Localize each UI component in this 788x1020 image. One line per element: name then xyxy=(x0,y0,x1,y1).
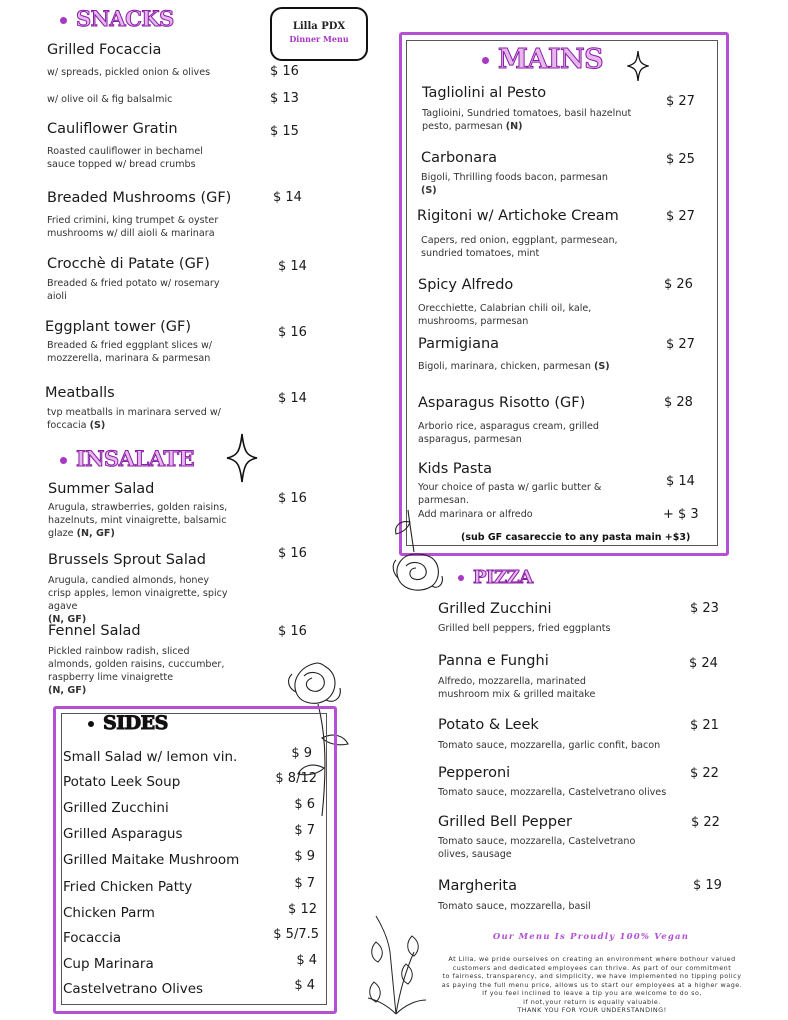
bullet-dot xyxy=(458,575,464,581)
main-name: Carbonara xyxy=(421,150,497,166)
main-name: Asparagus Risotto (GF) xyxy=(418,395,586,411)
main-name: Spicy Alfredo xyxy=(418,277,514,293)
side-item: Cup Marinara $ 4 xyxy=(63,953,317,972)
main-price: $ 28 xyxy=(664,395,693,410)
salad-price: $ 16 xyxy=(278,624,307,639)
side-item: Grilled Zucchini $ 6 xyxy=(63,797,315,816)
dietary-tag: (N, GF) xyxy=(48,614,87,625)
pizza-name: Pepperoni xyxy=(438,765,511,781)
tipping-note: At Lilla, we pride ourselves on creating an environment where bothour valued customers and dedicated employees can thrive. As part of our commitment to fairness, transparency, and simplicity, we have implemented no tipping policy as paying the full menu price, allows us to start our employees at a higher wage. If you feel inclined to leave a tip you are welcome to do so, if not,your return is equally valuable. THANK YOU FOR YOUR UNDERSTANDING! xyxy=(441,955,743,1014)
main-name: Tagliolini al Pesto xyxy=(422,85,547,101)
dietary-tag: (N, GF) xyxy=(48,685,87,696)
salad-name: Brussels Sprout Salad xyxy=(48,552,206,568)
side-item: Focaccia $ 5/7.5 xyxy=(63,927,319,946)
dietary-tag: (S) xyxy=(89,420,106,431)
main-desc: Bigoli, marinara, chicken, parmesan (S) xyxy=(418,361,610,372)
salad-desc: Arugula, strawberries, golden raisins, hazelnuts, mint vinaigrette, balsamic glaze (N, GF) xyxy=(48,502,228,539)
snack-name: Eggplant tower (GF) xyxy=(45,319,191,335)
snack-desc: Breaded & fried eggplant slices w/ mozzerella, marinara & parmesan xyxy=(47,340,213,364)
side-item: Potato Leek Soup $ 8/12 xyxy=(63,771,317,790)
snack-name: Crocchè di Patate (GF) xyxy=(47,256,210,272)
salad-price: $ 16 xyxy=(278,491,307,506)
main-desc: Arborio rice, asparagus cream, grilled asparagus, parmesan xyxy=(418,421,600,445)
snack-price: $ 16 xyxy=(270,64,299,79)
snack-price: $ 14 xyxy=(278,259,307,274)
bullet-dot xyxy=(60,457,67,464)
snack-desc: tvp meatballs in marinara served w/ foccacia (S) xyxy=(47,407,221,431)
snack-price: $ 16 xyxy=(278,325,307,340)
main-desc: Taglioini, Sundried tomatoes, basil hazelnut pesto, parmesan (N) xyxy=(422,108,632,132)
pizza-name: Grilled Zucchini xyxy=(438,601,552,617)
pizza-name: Grilled Bell Pepper xyxy=(438,814,572,830)
snack-name: Cauliflower Gratin xyxy=(47,121,178,137)
main-desc: Orecchiette, Calabrian chili oil, kale, mushrooms, parmesan xyxy=(418,303,592,327)
bullet-dot xyxy=(482,57,489,64)
snack-desc: w/ spreads, pickled onion & olives xyxy=(47,67,211,78)
gf-sub-note: (sub GF casareccie to any pasta main +$3) xyxy=(461,532,691,543)
snack-price: $ 13 xyxy=(270,91,299,106)
main-price: $ 26 xyxy=(664,277,693,292)
dietary-tag: (N, GF) xyxy=(76,528,115,539)
sparkle-icon xyxy=(225,432,259,484)
main-desc: Your choice of pasta w/ garlic butter & parmesan. xyxy=(418,482,602,506)
snack-desc: Roasted cauliflower in bechamel sauce topped w/ bread crumbs xyxy=(47,146,203,170)
dietary-tag: (S) xyxy=(421,185,437,196)
snack-desc: w/ olive oil & fig balsalmic xyxy=(47,94,173,105)
kids-addon-price: + $ 3 xyxy=(663,507,699,522)
sides-heading: SIDES xyxy=(88,712,168,734)
main-desc: Capers, red onion, eggplant, parmesean, sundried tomatoes, mint xyxy=(421,235,618,259)
pizza-desc: Tomato sauce, mozzarella, basil xyxy=(438,901,591,912)
main-price: $ 25 xyxy=(666,152,695,167)
restaurant-tag xyxy=(270,7,368,61)
menu-subtitle: Dinner Menu xyxy=(289,34,349,44)
pizza-desc: Tomato sauce, mozzarella, Castelvetrano olives xyxy=(438,787,667,798)
kids-addon-desc: Add marinara or alfredo xyxy=(418,509,533,520)
main-name: Parmigiana xyxy=(418,336,500,352)
side-item: Grilled Maitake Mushroom $ 9 xyxy=(63,849,315,868)
rose-illustration xyxy=(388,508,450,600)
main-price: $ 27 xyxy=(666,209,695,224)
main-name: Kids Pasta xyxy=(418,461,493,477)
restaurant-name: Lilla PDX xyxy=(292,21,346,32)
salad-desc: Pickled rainbow radish, sliced almonds, golden raisins, cuccumber, raspberry lime vinaigrette (N, GF) xyxy=(48,646,225,696)
dietary-tag: (N) xyxy=(505,121,523,132)
salad-name: Fennel Salad xyxy=(48,623,141,639)
pizza-name: Potato & Leek xyxy=(438,717,539,733)
mains-heading: MAINS xyxy=(482,44,603,75)
snack-name: Breaded Mushrooms (GF) xyxy=(47,190,232,206)
vegan-title: Our Menu Is Proudly 100% Vegan xyxy=(492,932,690,942)
snack-desc: Breaded & fried potato w/ rosemary aioli xyxy=(47,278,220,302)
sparkle-icon xyxy=(627,50,649,82)
snack-desc: Fried crimini, king trumpet & oyster mushrooms w/ dill aioli & marinara xyxy=(47,215,219,239)
bullet-dot xyxy=(60,17,67,24)
salad-price: $ 16 xyxy=(278,546,307,561)
salad-name: Summer Salad xyxy=(48,481,155,497)
snack-name: Grilled Focaccia xyxy=(47,42,162,58)
main-price: $ 27 xyxy=(666,94,695,109)
dietary-tag: (S) xyxy=(593,361,610,372)
snack-price: $ 14 xyxy=(278,391,307,406)
pizza-price: $ 24 xyxy=(689,656,718,671)
main-desc: Bigoli, Thrilling foods bacon, parmesan (S) xyxy=(421,172,608,196)
main-price: $ 14 xyxy=(666,474,695,489)
side-item: Fried Chicken Patty $ 7 xyxy=(63,876,315,895)
side-item: Castelvetrano Olives $ 4 xyxy=(63,978,315,997)
pizza-price: $ 19 xyxy=(693,878,722,893)
pizza-price: $ 22 xyxy=(691,815,720,830)
snack-price: $ 14 xyxy=(273,190,302,205)
insalate-heading: INSALATE xyxy=(60,446,194,471)
main-name: Rigitoni w/ Artichoke Cream xyxy=(417,208,619,224)
lily-illustration xyxy=(366,912,430,1016)
side-item: Chicken Parm $ 12 xyxy=(63,902,317,921)
pizza-price: $ 21 xyxy=(690,718,719,733)
pizza-name: Margherita xyxy=(438,878,517,894)
snack-name: Meatballs xyxy=(45,385,115,401)
pizza-price: $ 23 xyxy=(690,601,719,616)
pizza-desc: Alfredo, mozzarella, marinated mushroom mix & grilled maitake xyxy=(438,676,596,700)
pizza-desc: Grilled bell peppers, fried eggplants xyxy=(438,623,611,634)
pizza-heading: PIZZA xyxy=(458,567,533,588)
salad-desc: Arugula, candied almonds, honey crisp apples, lemon vinaigrette, spicy agave (N, GF) xyxy=(48,575,228,625)
main-price: $ 27 xyxy=(666,337,695,352)
pizza-desc: Tomato sauce, mozzarella, Castelvetrano olives, sausage xyxy=(438,836,636,860)
side-item: Small Salad w/ lemon vin. $ 9 xyxy=(63,746,312,765)
snack-price: $ 15 xyxy=(270,124,299,139)
side-item: Grilled Asparagus $ 7 xyxy=(63,823,315,842)
pizza-name: Panna e Funghi xyxy=(438,653,549,669)
pizza-price: $ 22 xyxy=(690,766,719,781)
pizza-desc: Tomato sauce, mozzarella, garlic confit, bacon xyxy=(438,740,661,751)
snacks-heading: SNACKS xyxy=(60,6,174,31)
bullet-dot xyxy=(88,721,94,727)
